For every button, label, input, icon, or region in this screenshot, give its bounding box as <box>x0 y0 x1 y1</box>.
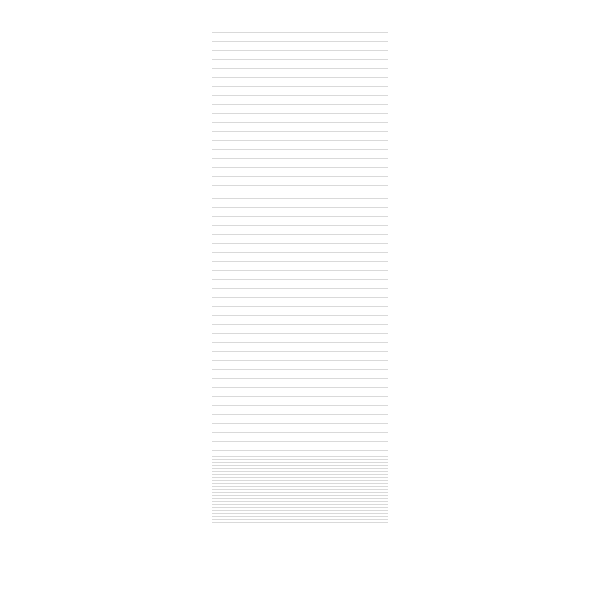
table-row <box>212 397 388 405</box>
table-row <box>212 33 388 41</box>
table-row <box>212 433 388 441</box>
row-divider <box>212 522 388 523</box>
table-row <box>212 87 388 95</box>
table-row <box>212 424 388 432</box>
table-row <box>212 69 388 77</box>
table-row <box>212 352 388 360</box>
paragraph-1 <box>213 524 387 530</box>
paragraph-2 <box>213 534 387 554</box>
table-row <box>212 325 388 333</box>
table-row <box>212 289 388 297</box>
table-row <box>212 343 388 351</box>
table-row <box>212 123 388 131</box>
paragraph-5 <box>213 584 387 588</box>
table-row <box>212 78 388 86</box>
paragraph-6 <box>213 590 387 596</box>
table-row <box>212 280 388 288</box>
table-row <box>212 105 388 113</box>
table-row <box>212 96 388 104</box>
table-row <box>212 141 388 149</box>
table-row <box>212 370 388 378</box>
table-row <box>212 150 388 158</box>
table-row <box>212 271 388 279</box>
table-row <box>212 262 388 270</box>
table-row <box>212 388 388 396</box>
table-row <box>212 235 388 243</box>
table-row <box>212 361 388 369</box>
table-header <box>212 442 388 456</box>
table-header <box>212 18 388 32</box>
table-row <box>212 334 388 342</box>
table-row <box>212 226 388 234</box>
table-row <box>212 406 388 414</box>
table-row <box>212 415 388 423</box>
paragraph-3 <box>213 556 387 560</box>
table-row <box>212 217 388 225</box>
table-row <box>212 208 388 216</box>
paragraph-4 <box>213 562 387 582</box>
table-row <box>212 307 388 315</box>
table-row <box>212 199 388 207</box>
table-header <box>212 184 388 198</box>
table-row <box>212 159 388 167</box>
label-document <box>212 4 388 596</box>
table-row <box>212 114 388 122</box>
table-row <box>212 379 388 387</box>
table-row <box>212 298 388 306</box>
table-row <box>212 316 388 324</box>
table-row <box>212 132 388 140</box>
table-row <box>212 168 388 176</box>
table-row <box>212 60 388 68</box>
table-row <box>212 253 388 261</box>
table-row <box>212 42 388 50</box>
table-row <box>212 244 388 252</box>
table-row <box>212 51 388 59</box>
